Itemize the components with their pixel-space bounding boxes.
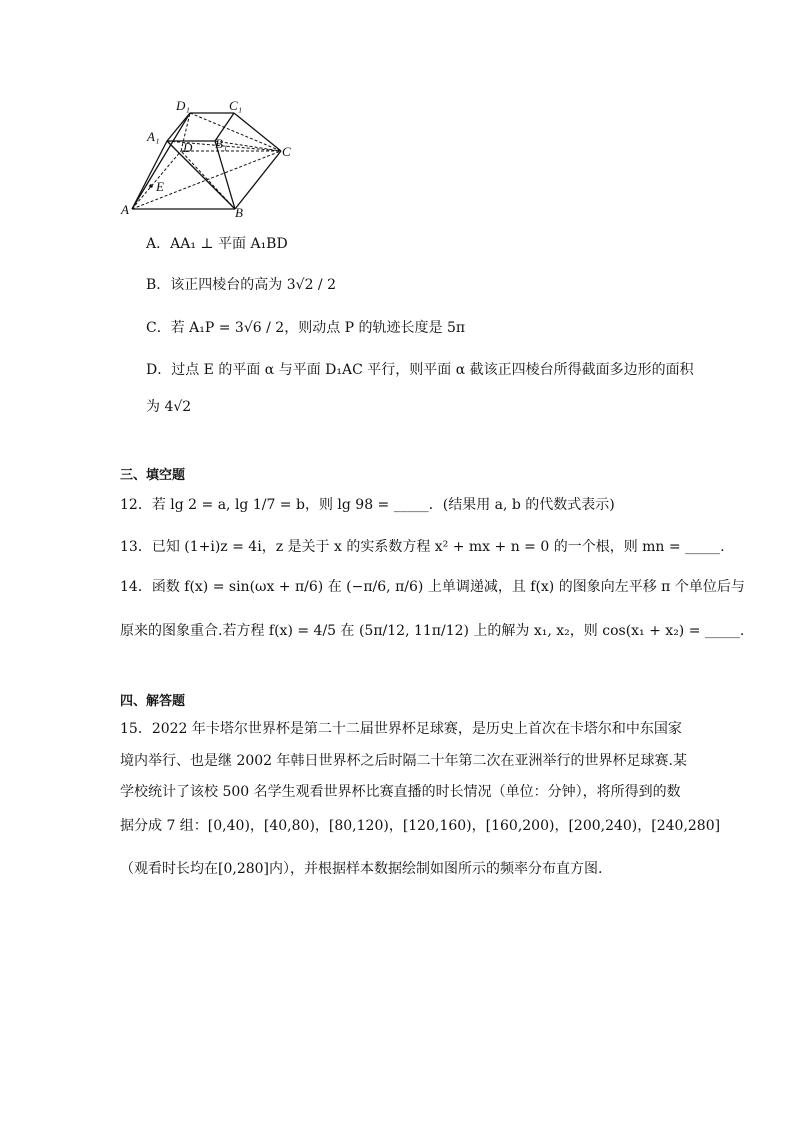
option-A: A．AA₁ ⊥ 平面 A₁BD (146, 236, 288, 252)
line-D1A (132, 113, 190, 209)
question-12: 12．若 lg 2 = a, lg 1/7 = b，则 lg 98 = _____．(结果用 a, b 的代数式表示) (120, 497, 615, 513)
option-D-line1: D．过点 E 的平面 α 与平面 D₁AC 平行，则平面 α 截该正四棱台所得截面多边形的面积 (146, 362, 694, 378)
question-15-line5: （观看时长均在[0,280]内），并根据样本数据绘制如图所示的频率分布直方图. (120, 861, 603, 877)
section-title-fill-blank: 三、填空题 (120, 468, 186, 483)
question-15-line4: 据分成 7 组：[0,40)，[40,80)，[80,120)，[120,160)，[160,200)，[200,240)，[240,280] (120, 818, 721, 834)
label-D1: D₁ (176, 98, 190, 113)
label-A1: A₁ (147, 129, 160, 144)
option-B: B．该正四棱台的高为 3√2 / 2 (146, 277, 336, 293)
label-D: D (183, 140, 193, 155)
label-B1: B₁ (215, 136, 228, 151)
label-E: E (156, 179, 164, 194)
question-14-line2: 原来的图象重合.若方程 f(x) = 4/5 在 (5π/12, 11π/12) 上的解为 x₁, x₂，则 cos(x₁ + x₂) = _____. (120, 623, 745, 639)
edge-AA1 (132, 141, 167, 209)
section-title-solutions: 四、解答题 (120, 694, 186, 709)
option-C: C．若 A₁P = 3√6 / 2，则动点 P 的轨迹长度是 5π (146, 320, 466, 336)
option-D-line2: 为 4√2 (146, 399, 192, 415)
line-D1C-hidden (190, 113, 281, 151)
label-C: C (282, 144, 291, 159)
question-14-line1: 14．函数 f(x) = sin(ωx + π/6) 在 (−π/6, π/6) 上单调递减，且 f(x) 的图象向左平移 π 个单位后与 (120, 579, 745, 595)
frustum-figure (118, 92, 303, 222)
label-A: A (121, 202, 129, 217)
question-15-line3: 学校统计了该校 500 名学生观看世界杯比赛直播的时长情况（单位：分钟），将所得到的数 (120, 784, 681, 800)
label-C1: C₁ (229, 98, 243, 113)
question-15-line2: 境内举行、也是继 2002 年韩日世界杯之后时隔二十年第二次在亚洲举行的世界杯足球赛.某 (120, 753, 687, 769)
label-B: B (235, 205, 243, 220)
edge-A1D1 (167, 113, 190, 141)
question-13: 13．已知 (1+i)z = 4i，z 是关于 x 的实系数方程 x² + mx + n = 0 的一个根，则 mn = _____. (120, 539, 725, 555)
point-E (149, 184, 153, 188)
question-15-line1: 15．2022 年卡塔尔世界杯是第二十二届世界杯足球赛，是历史上首次在卡塔尔和中东国家 (120, 721, 682, 737)
